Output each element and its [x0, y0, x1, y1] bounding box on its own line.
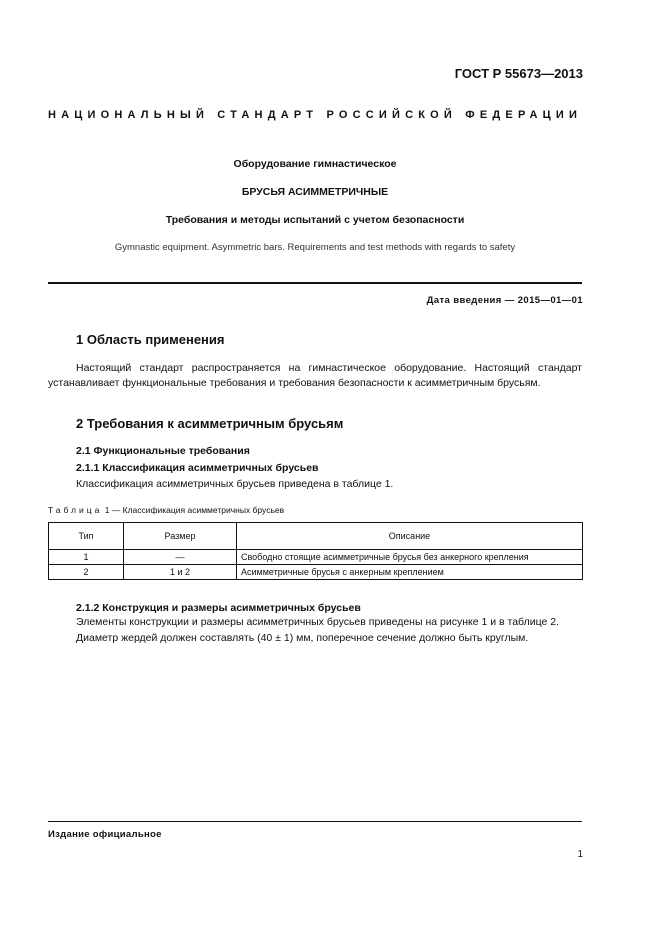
page-number: 1	[577, 849, 583, 860]
subsection-2-1-2-text-1: Элементы конструкции и размеры асимметричных брусьев приведены на рисунке 1 и в таблице 2.	[76, 616, 559, 628]
table-cell: 1	[49, 550, 124, 565]
subsection-2-1-1-heading: 2.1.1 Классификация асимметричных брусьев	[76, 462, 319, 474]
table-header-cell: Тип	[49, 523, 124, 550]
subsection-2-1-1-text: Классификация асимметричных брусьев приведена в таблице 1.	[76, 478, 394, 490]
table-row	[49, 550, 583, 565]
table-1	[48, 522, 583, 580]
section-1-text	[48, 361, 582, 391]
title-line-3: Требования и методы испытаний с учетом безопасности	[165, 214, 465, 226]
title-divider	[48, 282, 582, 284]
introduction-date: Дата введения — 2015—01—01	[426, 295, 583, 306]
english-title: Gymnastic equipment. Asymmetric bars. Requirements and test methods with regards to safety	[114, 242, 516, 253]
document-code: ГОСТ Р 55673—2013	[454, 66, 583, 81]
section-2-heading: 2 Требования к асимметричным брусьям	[76, 416, 344, 431]
subsection-2-1-heading: 2.1 Функциональные требования	[76, 445, 250, 457]
table-row	[49, 565, 583, 580]
table-cell: 2	[49, 565, 124, 580]
table-header-row	[49, 523, 583, 550]
table-header-cell: Размер	[124, 523, 237, 550]
table-header-cell: Описание	[237, 523, 583, 550]
table-cell: —	[124, 550, 237, 565]
official-edition-note: Издание официальное	[48, 829, 162, 840]
table-cell: 1 и 2	[124, 565, 237, 580]
footer-divider	[48, 821, 582, 822]
subsection-2-1-2-heading: 2.1.2 Конструкция и размеры асимметричных брусьев	[76, 602, 361, 614]
section-1-text-content: Настоящий стандарт распространяется на гимнастическое оборудование. Настоящий стандарт устанавливает функциональные требования и требования безопасности к асимметричным брусьям.	[48, 362, 582, 389]
table-cell: Асимметричные брусья с анкерным креплением	[237, 565, 583, 580]
table-caption-rest: 1 — Классификация асимметричных брусьев	[102, 505, 285, 515]
table-cell: Свободно стоящие асимметричные брусья без анкерного крепления	[237, 550, 583, 565]
table-1-caption	[48, 505, 284, 515]
table-caption-word: Таблица	[48, 505, 103, 515]
title-line-1: Оборудование гимнастическое	[233, 158, 397, 170]
subsection-2-1-2-text-2: Диаметр жердей должен составлять (40 ± 1) мм, поперечное сечение должно быть круглым.	[76, 632, 529, 644]
section-1-heading: 1 Область применения	[76, 332, 225, 347]
national-standard-banner: НАЦИОНАЛЬНЫЙ СТАНДАРТ РОССИЙСКОЙ ФЕДЕРАЦИИ	[48, 109, 583, 121]
title-line-2: БРУСЬЯ АСИММЕТРИЧНЫЕ	[241, 186, 389, 198]
